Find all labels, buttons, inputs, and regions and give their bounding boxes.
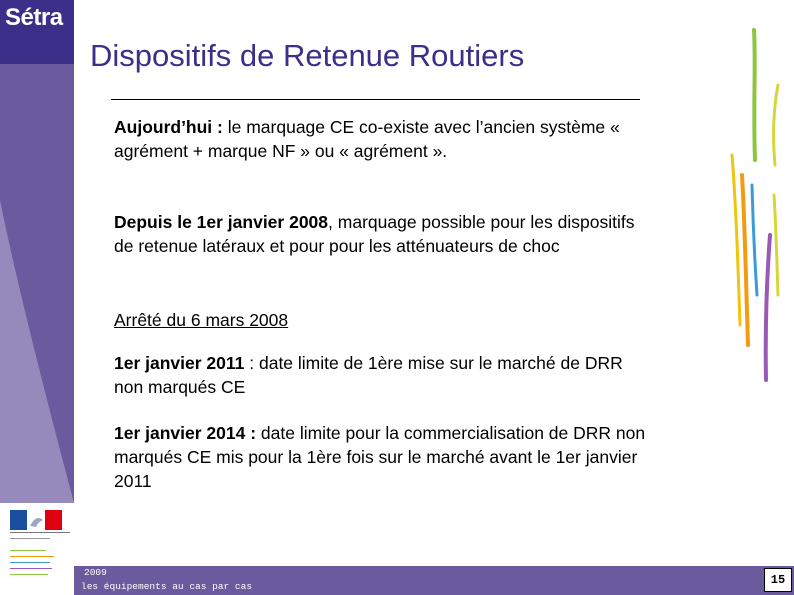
sidebar-curve — [0, 0, 74, 503]
paragraph-2011-bold: 1er janvier 2011 — [114, 353, 245, 373]
page-number: 15 — [764, 568, 792, 592]
paragraph-today-text: le marquage CE co-existe avec l’ancien système « agrément + marque NF » ou « agrément ». — [114, 117, 620, 161]
marianne-flag-logo — [10, 510, 62, 530]
slide-title: Dispositifs de Retenue Routiers — [90, 38, 525, 73]
paragraph-since-2008 — [114, 210, 654, 258]
paragraph-today-bold: Aujourd’hui : — [114, 117, 223, 137]
paragraph-2011 — [114, 351, 654, 399]
logo-text: Sétra — [5, 4, 63, 31]
footer-year: 2009 — [84, 567, 107, 578]
arrete-link-text: Arrêté du 6 mars 2008 — [114, 310, 289, 330]
paragraph-since-2008-bold: Depuis le 1er janvier 2008 — [114, 212, 329, 232]
paragraph-2014-bold: 1er janvier 2014 : — [114, 423, 257, 443]
title-divider — [111, 99, 640, 100]
paragraph-since-2008-text: , marquage possible pour les dispositifs de retenue latéraux et pour pour les atténuateurs de choc — [114, 212, 635, 256]
paragraph-2014 — [114, 421, 654, 493]
footer-tagline: les équipements au cas par cas — [81, 581, 253, 592]
paragraph-arrete — [114, 308, 654, 332]
decorative-lines — [720, 25, 794, 390]
ministry-text-lines — [10, 532, 70, 578]
setra-logo — [0, 0, 74, 64]
paragraph-today — [114, 115, 654, 163]
paragraph-2011-text: : date limite de 1ère mise sur le marché de DRR non marqués CE — [114, 353, 623, 397]
paragraph-2014-text: date limite pour la commercialisation de DRR non marqués CE mis pour la 1ère fois sur le marché avant le 1er janvier 2011 — [114, 423, 646, 491]
